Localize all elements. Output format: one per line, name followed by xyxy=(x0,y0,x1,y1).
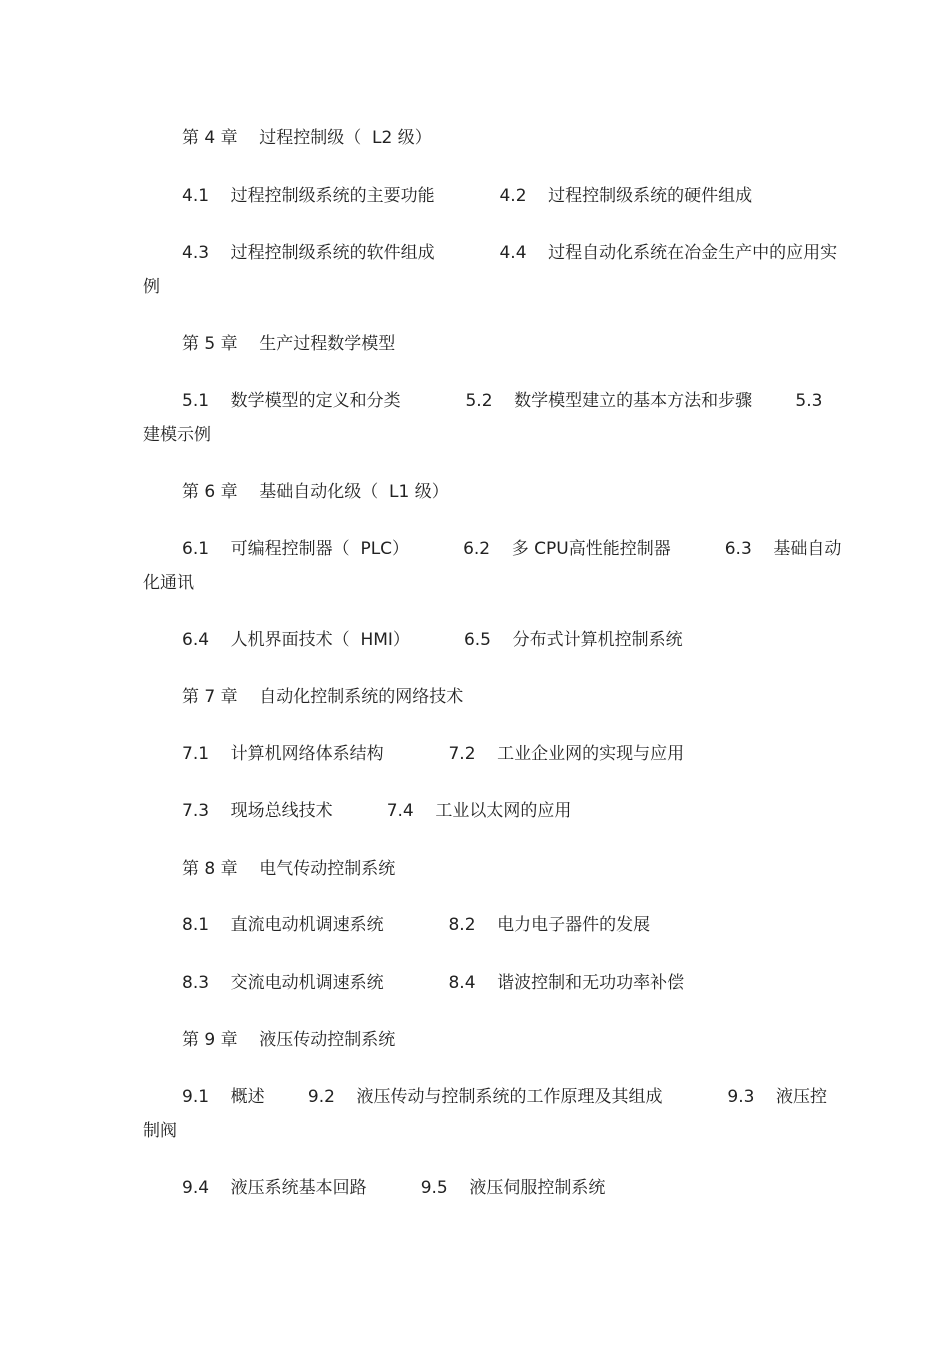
chapter-6-heading: 第 6 章 基础自动化级（ L1 级） xyxy=(182,482,449,502)
section-line-7-1: 7.1 计算机网络体系结构 7.2 工业企业网的实现与应用 xyxy=(182,744,685,764)
section-line-8-1: 8.1 直流电动机调速系统 8.2 电力电子器件的发展 xyxy=(182,915,651,935)
section-line-6-4: 6.4 人机界面技术（ HMI） 6.5 分布式计算机控制系统 xyxy=(182,630,683,650)
section-line-8-3: 8.3 交流电动机调速系统 8.4 谐波控制和无功功率补偿 xyxy=(182,973,685,993)
section-line-4-3: 4.3 过程控制级系统的软件组成 4.4 过程自动化系统在冶金生产中的应用实例 xyxy=(143,243,838,297)
chapter-4-heading: 第 4 章 过程控制级（ L2 级） xyxy=(182,128,432,148)
section-line-9-4: 9.4 液压系统基本回路 9.5 液压伺服控制系统 xyxy=(182,1178,606,1198)
section-line-4-1: 4.1 过程控制级系统的主要功能 4.2 过程控制级系统的硬件组成 xyxy=(182,186,753,206)
chapter-7-heading: 第 7 章 自动化控制系统的网络技术 xyxy=(182,687,464,707)
section-line-6-1: 6.1 可编程控制器（ PLC） 6.2 多 CPU高性能控制器 6.3 基础自动化通讯 xyxy=(143,539,842,593)
section-line-5-1: 5.1 数学模型的定义和分类 5.2 数学模型建立的基本方法和步骤 5.3 建模示例 xyxy=(143,391,845,445)
chapter-8-heading: 第 8 章 电气传动控制系统 xyxy=(182,859,396,879)
section-line-9-1: 9.1 概述 9.2 液压传动与控制系统的工作原理及其组成 9.3 液压控制阀 xyxy=(143,1087,828,1141)
section-line-7-3: 7.3 现场总线技术 7.4 工业以太网的应用 xyxy=(182,801,572,821)
chapter-5-heading: 第 5 章 生产过程数学模型 xyxy=(182,334,396,354)
chapter-9-heading: 第 9 章 液压传动控制系统 xyxy=(182,1030,396,1050)
